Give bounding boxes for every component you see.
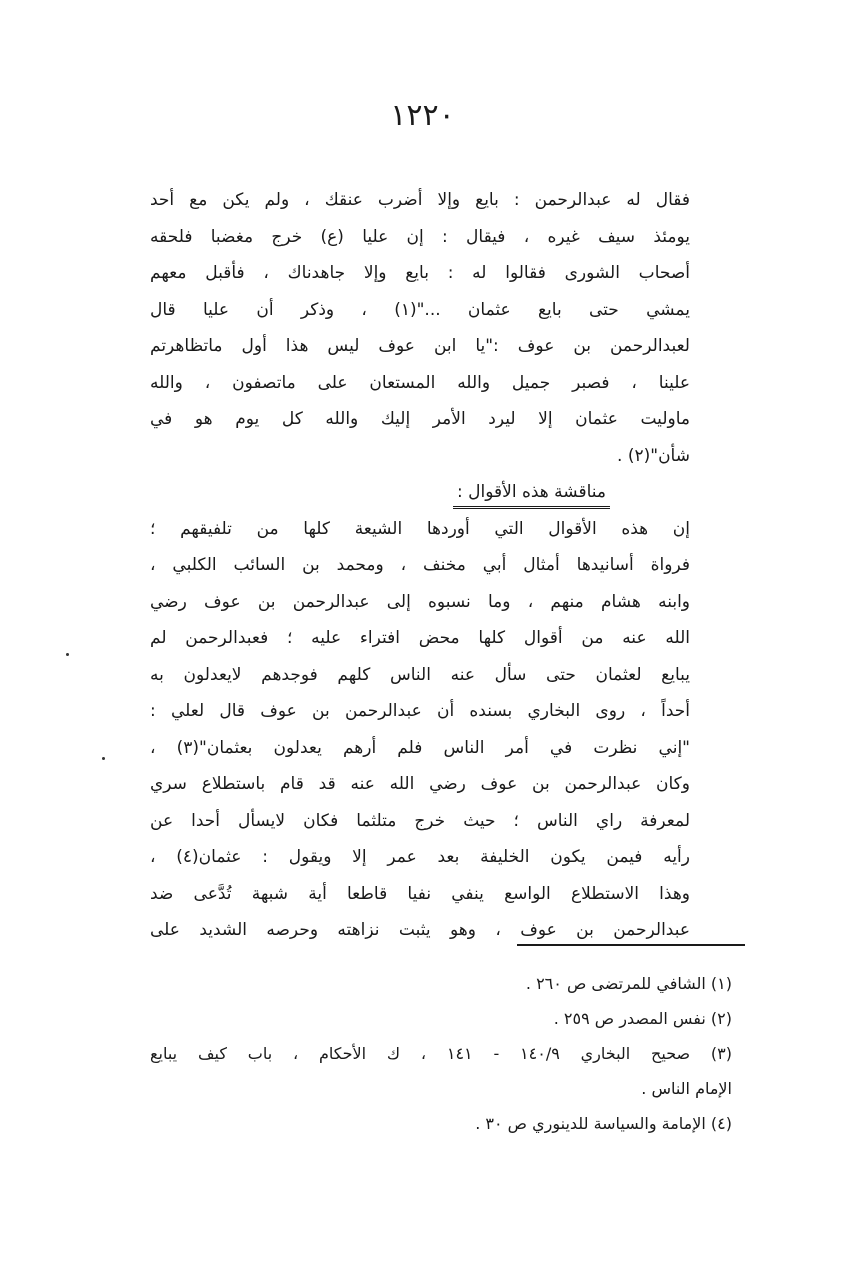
text-line: يومئذ سيف غيره ، فيقال : إن عليا (ع) خرج مغضبا فلحقه	[150, 226, 690, 247]
footnote-1: (١) الشافي للمرتضى ص ٢٦٠ .	[525, 974, 732, 993]
page-number: ١٢٢٠	[390, 98, 455, 133]
text-line: وابنه هشام منهم ، وما نسبوه إلى عبدالرحمن بن عوف رضي	[150, 591, 690, 612]
text-line: ماوليت عثمان إلا ليرد الأمر إليك والله كل يوم هو في	[150, 409, 690, 429]
footnote-3-continued: الإمام الناس .	[641, 1079, 732, 1098]
section-heading: مناقشة هذه الأقوال :	[453, 480, 610, 509]
footnote-3: (٣) صحيح البخاري ١٤٠/٩ - ١٤١ ، ك الأحكام ، باب كيف يبايع	[150, 1044, 732, 1063]
text-line: "إني نظرت في أمر الناس فلم أرهم يعدلون بعثمان"(٣) ،	[150, 737, 690, 758]
text-line: رأيه فيمن يكون الخليفة بعد عمر إلا ويقول : عثمان(٤) ،	[150, 847, 690, 867]
text-line: إن هذه الأقوال التي أوردها الشيعة كلها من تلفيقهم ؛	[150, 518, 690, 539]
text-line: وكان عبدالرحمن بن عوف رضي الله عنه قد قام باستطلاع سري	[150, 774, 690, 794]
text-line: فرواة أسانيدها أمثال أبي مخنف ، ومحمد بن السائب الكلبي ،	[150, 555, 690, 575]
footnote-4: (٤) الإمامة والسياسة للدينوري ص ٣٠ .	[475, 1114, 732, 1133]
footnotes	[150, 966, 732, 1141]
text-line: يمشي حتى بايع عثمان ..."(١) ، وذكر أن عليا قال	[150, 299, 690, 320]
text-line: يبايع لعثمان حتى سأل عنه الناس كلهم فوجدهم لايعدلون به	[150, 664, 690, 685]
footnote-separator	[517, 944, 745, 946]
text-line: وهذا الاستطلاع الواسع ينفي نفيا قاطعا أية شبهة تُدَّعى ضد	[150, 883, 690, 904]
body-text	[150, 182, 690, 949]
text-line: الله عنه من أقوال كلها محض افتراء عليه ؛ فعبدالرحمن لم	[150, 628, 690, 648]
text-line: عبدالرحمن بن عوف ، وهو يثبت نزاهته وحرصه الشديد على	[150, 920, 690, 940]
text-line: شأن"(٢) .	[617, 445, 690, 466]
section-heading-row	[150, 474, 690, 511]
scan-speck	[66, 653, 69, 656]
text-line: لعبدالرحمن بن عوف :"يا ابن عوف ليس هذا أول ماتظاهرتم	[150, 336, 690, 356]
text-line: أحداً ، روى البخاري بسنده أن عبدالرحمن بن عوف قال لعلي :	[150, 701, 690, 721]
text-line: فقال له عبدالرحمن : بايع وإلا أضرب عنقك ، ولم يكن مع أحد	[150, 190, 690, 210]
text-line: علينا ، فصبر جميل والله المستعان على ماتصفون ، والله	[150, 372, 690, 393]
text-line: لمعرفة راي الناس ؛ حيث خرج متلثما فكان لايسأل أحدا عن	[150, 810, 690, 831]
footnote-2: (٢) نفس المصدر ص ٢٥٩ .	[553, 1009, 732, 1028]
text-line: أصحاب الشورى فقالوا له : بايع وإلا جاهدناك ، فأقبل معهم	[150, 263, 690, 283]
scan-speck	[102, 757, 105, 760]
